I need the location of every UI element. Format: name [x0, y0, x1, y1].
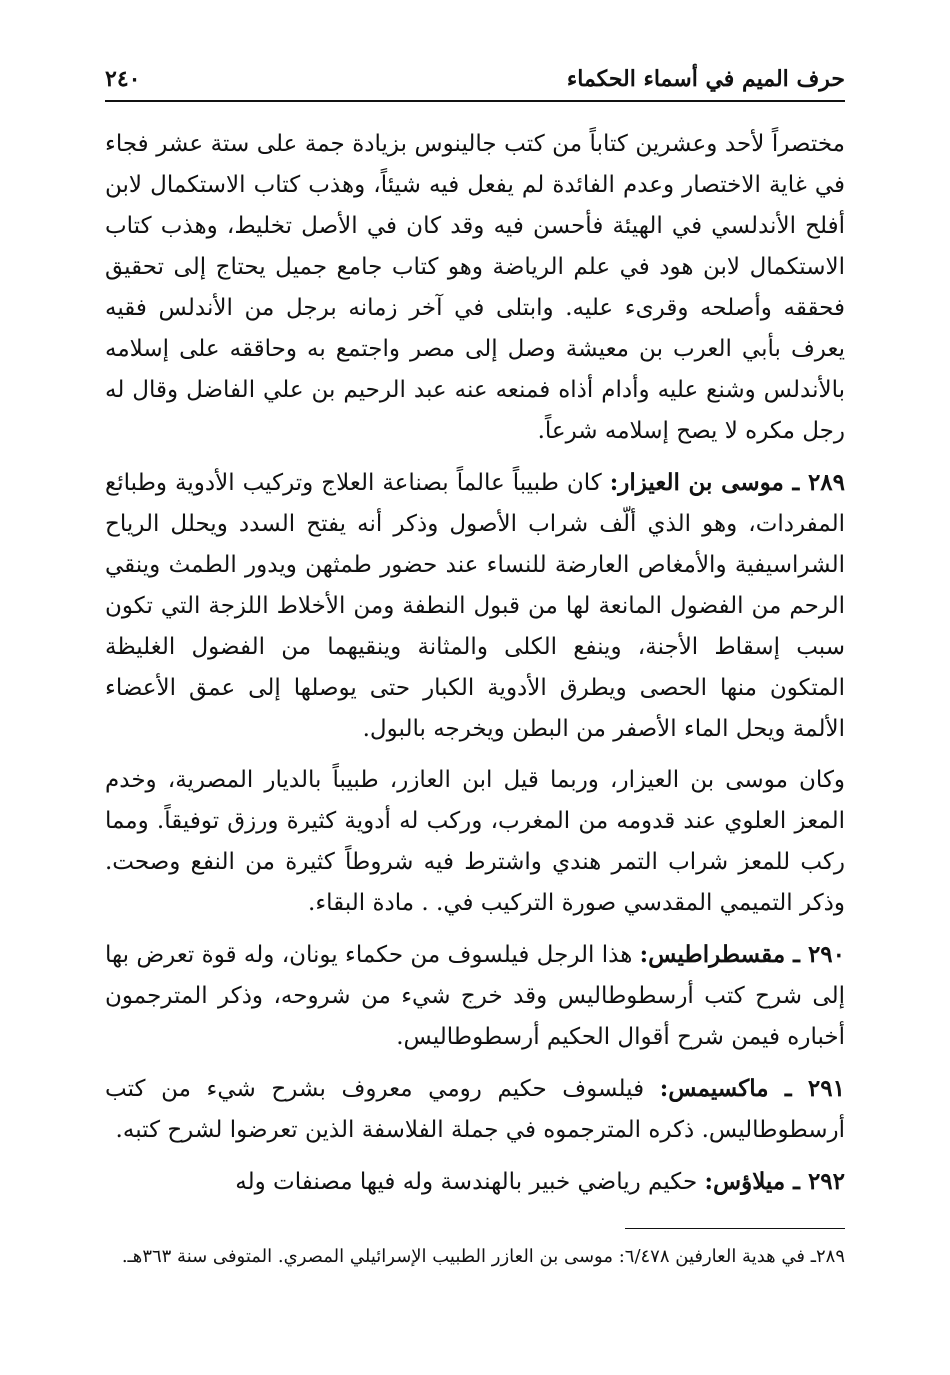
- paragraph-text: وكان موسى بن العيزار، وربما قيل ابن العازر، طبيباً بالديار المصرية، وخدم المعز العلوي عند قدومه من المغرب، وركب له أدوية كثيرة ورزق توفيقاً. ومما ركب للمعز شراب التمر هندي واشترط فيه شروطاً كثيرة من النفع وصحت. وذكر التميمي المقدسي صورة التركيب في. . مادة البقاء.: [105, 767, 845, 916]
- entry-heading: ٢٩٢ ـ ميلاؤس:: [704, 1168, 845, 1195]
- entry-291: [105, 1068, 845, 1151]
- footnote-text: ٢٨٩ـ في هدية العارفين ٦/٤٧٨: موسى بن العازر الطبيب الإسرائيلي المصري. المتوفى سنة ٣٦٣هـ.: [121, 1246, 845, 1267]
- entry-292: [105, 1161, 845, 1203]
- entry-text: كان طبيباً عالماً بصناعة العلاج وتركيب الأدوية وطبائع المفردات، وهو الذي ألّف شراب الأصول وذكر أنه يفتح السدد ويحلل الرياح الشراسيفية والأمغاص العارضة للنساء عند حضور طمثهن ويدور الطمث وينقي الرحم من الفضول المانعة لها من قبول النطفة ومن الأخلاط اللزجة التي تكون سبب إسقاط الأجنة، وينفع الكلى والمثانة وينقيهما من الفضول الغليظة المتكون منها الحصى ويطرق الأدوية الكبار حتى يوصلها إلى عمق الأعضاء الألمة ويحل الماء الأصفر من البطن ويخرجه بالبول.: [105, 470, 845, 742]
- main-text: [105, 124, 845, 1213]
- entry-heading: ٢٩٠ ـ مقسطراطيس:: [639, 941, 845, 968]
- paragraph-text: مختصراً لأحد وعشرين كتاباً من كتب جالينوس بزيادة جمة على ستة عشر فجاء في غاية الاختصار وعدم الفائدة لم يفعل فيه شيئاً، وهذب كتاب الاستكمال لابن أفلح الأندلسي في الهيئة فأحسن فيه وقد كان في الأصل تخليط، وهذب كتاب الاستكمال لابن هود في علم الرياضة وهو كتاب جامع جميل يحتاج إلى تحقيق فحققه وأصلحه وقرىء عليه. وابتلى في آخر زمانه برجل من الأندلس فقيه يعرف بأبي العرب بن معيشة وصل إلى مصر واجتمع به وحاققه على إسلامه بالأندلس وشنع عليه وأدام أذاه فمنعه عنه عبد الرحيم بن علي الفاضل وقال له رجل مكره لا يصح إسلامه شرعاً.: [105, 131, 845, 444]
- entry-heading: ٢٨٩ ـ موسى بن العيزار:: [609, 469, 845, 496]
- paragraph-continuation: [105, 124, 845, 452]
- entry-text: حكيم رياضي خبير بالهندسة وله فيها مصنفات وله: [235, 1169, 705, 1195]
- running-header: [105, 56, 845, 96]
- entry-text: هذا الرجل فيلسوف من حكماء يونان، وله قوة تعرض بها إلى شرح كتب أرسطوطاليس وقد خرج شيء من شروحه، وذكر المترجمون أخباره فيمن شرح أقوال الحكيم أرسطوطاليس.: [105, 942, 845, 1050]
- entry-heading: ٢٩١ ـ ماكسيمس:: [659, 1075, 845, 1102]
- footnote: [105, 1240, 845, 1274]
- header-divider: [105, 100, 845, 102]
- header-title: حرف الميم في أسماء الحكماء: [566, 66, 845, 92]
- entry-289: [105, 462, 845, 750]
- entry-text: فيلسوف حكيم رومي معروف بشرح شيء من كتب أرسطوطاليس. ذكره المترجموه في جملة الفلاسفة الذين تعرضوا لشرح كتبه.: [105, 1076, 845, 1143]
- footnote-divider: [625, 1228, 845, 1229]
- page-number: ٢٤٠: [105, 66, 141, 92]
- paragraph-289-continued: [105, 760, 845, 924]
- entry-290: [105, 934, 845, 1058]
